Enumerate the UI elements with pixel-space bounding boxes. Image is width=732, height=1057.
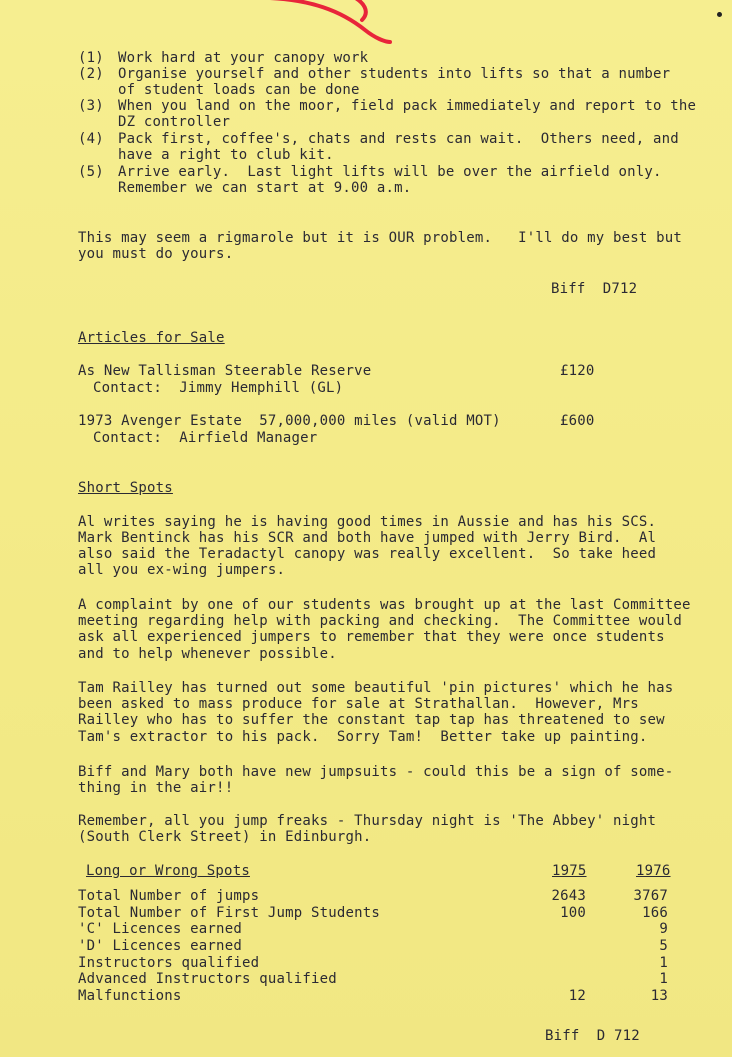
section-heading-sale: Articles for Sale bbox=[78, 330, 225, 346]
column-header: 1975 bbox=[552, 863, 587, 879]
section-heading-short-spots: Short Spots bbox=[78, 480, 173, 496]
sale-item-price: £600 bbox=[560, 413, 595, 429]
paragraph-line: (South Clerk Street) in Edinburgh. bbox=[78, 829, 372, 845]
table-cell: 3767 bbox=[633, 888, 668, 904]
table-row-label: Total Number of First Jump Students bbox=[78, 905, 381, 921]
list-item-line: Remember we can start at 9.00 a.m. bbox=[118, 180, 412, 196]
paragraph-line: Railley who has to suffer the constant tap tap has threatened to sew bbox=[78, 712, 665, 728]
paragraph-line: Remember, all you jump freaks - Thursday night is 'The Abbey' night bbox=[78, 813, 657, 829]
table-cell: 9 bbox=[659, 921, 668, 937]
list-item-number: (5) bbox=[78, 164, 104, 180]
paragraph-line: all you ex-wing jumpers. bbox=[78, 562, 286, 578]
list-item-line: Arrive early. Last light lifts will be over the airfield only. bbox=[118, 164, 662, 180]
table-row-label: Instructors qualified bbox=[78, 955, 260, 971]
paragraph-line: thing in the air!! bbox=[78, 780, 234, 796]
sale-item-contact: Contact: Airfield Manager bbox=[93, 430, 318, 446]
signature: Biff D 712 bbox=[545, 1028, 640, 1044]
table-cell: 5 bbox=[659, 938, 668, 954]
list-item-number: (2) bbox=[78, 66, 104, 82]
paragraph-line: Tam Railley has turned out some beautiful 'pin pictures' which he has bbox=[78, 680, 674, 696]
list-item-line: When you land on the moor, field pack immediately and report to the bbox=[118, 98, 697, 114]
paragraph-line: meeting regarding help with packing and checking. The Committee would bbox=[78, 613, 683, 629]
note-line: This may seem a rigmarole but it is OUR problem. I'll do my best but bbox=[78, 230, 683, 246]
paragraph-line: ask all experienced jumpers to remember that they were once students bbox=[78, 629, 665, 645]
sale-item-title: As New Tallisman Steerable Reserve bbox=[78, 363, 372, 379]
table-cell: 2643 bbox=[551, 888, 586, 904]
table-row-label: Malfunctions bbox=[78, 988, 182, 1004]
list-item-line: Work hard at your canopy work bbox=[118, 50, 369, 66]
table-cell: 1 bbox=[659, 955, 668, 971]
paragraph-line: Tam's extractor to his pack. Sorry Tam! Better take up painting. bbox=[78, 729, 648, 745]
list-item-line: Organise yourself and other students into lifts so that a number bbox=[118, 66, 671, 82]
column-header: 1976 bbox=[636, 863, 671, 879]
list-item-number: (3) bbox=[78, 98, 104, 114]
table-row-label: 'D' Licences earned bbox=[78, 938, 242, 954]
list-item-number: (1) bbox=[78, 50, 104, 66]
table-cell: 13 bbox=[650, 988, 668, 1004]
signature: Biff D712 bbox=[551, 281, 638, 297]
note-line: you must do yours. bbox=[78, 246, 234, 262]
paragraph-line: Biff and Mary both have new jumpsuits - could this be a sign of some- bbox=[78, 764, 674, 780]
table-cell: 1 bbox=[659, 971, 668, 987]
corner-dot bbox=[717, 12, 722, 17]
list-item-line: have a right to club kit. bbox=[118, 147, 334, 163]
paragraph-line: also said the Teradactyl canopy was really excellent. So take heed bbox=[78, 546, 657, 562]
paragraph-line: Al writes saying he is having good times in Aussie and has his SCS. bbox=[78, 514, 657, 530]
sale-item-price: £120 bbox=[560, 363, 595, 379]
table-row-label: Total Number of jumps bbox=[78, 888, 260, 904]
table-row-label: 'C' Licences earned bbox=[78, 921, 242, 937]
list-item-line: Pack first, coffee's, chats and rests can wait. Others need, and bbox=[118, 131, 679, 147]
list-item-number: (4) bbox=[78, 131, 104, 147]
paragraph-line: Mark Bentinck has his SCR and both have jumped with Jerry Bird. Al bbox=[78, 530, 657, 546]
sale-item-title: 1973 Avenger Estate 57,000,000 miles (valid MOT) bbox=[78, 413, 501, 429]
table-row-label: Advanced Instructors qualified bbox=[78, 971, 337, 987]
paragraph-line: been asked to mass produce for sale at Strathallan. However, Mrs bbox=[78, 696, 639, 712]
list-item-line: of student loads can be done bbox=[118, 82, 360, 98]
list-item-line: DZ controller bbox=[118, 114, 231, 130]
paragraph-line: and to help whenever possible. bbox=[78, 646, 337, 662]
table-cell: 12 bbox=[568, 988, 586, 1004]
paragraph-line: A complaint by one of our students was brought up at the last Committee bbox=[78, 597, 691, 613]
table-cell: 166 bbox=[642, 905, 668, 921]
sale-item-contact: Contact: Jimmy Hemphill (GL) bbox=[93, 380, 344, 396]
table-cell: 100 bbox=[560, 905, 586, 921]
section-heading-stats: Long or Wrong Spots bbox=[86, 863, 250, 879]
